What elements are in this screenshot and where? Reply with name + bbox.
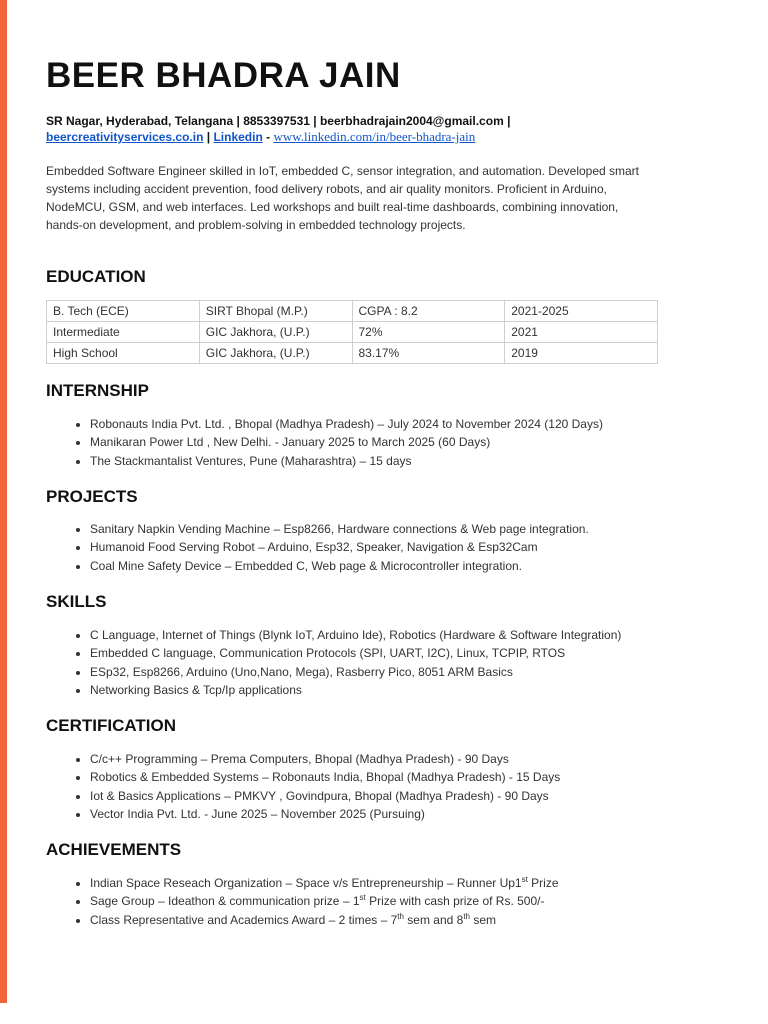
table-cell: 83.17% — [352, 343, 505, 364]
list-item — [90, 874, 690, 892]
website-link[interactable]: beercreativityservices.co.in — [46, 130, 204, 144]
ordinal-suffix: st — [359, 893, 366, 903]
achievements-list — [70, 874, 690, 929]
table-cell: 72% — [352, 322, 505, 343]
list-item: • Robonauts India Pvt. Ltd. , Bhopal (Madhya Pradesh) – July 2024 to November 2024 (120 Days) — [90, 415, 690, 433]
table-cell: GIC Jakhora, (U.P.) — [199, 322, 352, 343]
education-heading: EDUCATION — [46, 267, 146, 286]
list-item: • Embedded C language, Communication Protocols (SPI, UART, I2C), Linux, TCPIP, RTOS — [90, 644, 690, 662]
list-item: • Humanoid Food Serving Robot – Arduino, Esp32, Speaker, Navigation & Esp32Cam — [90, 538, 690, 556]
achievement-tail: Prize — [527, 876, 559, 890]
links-line — [46, 129, 686, 145]
achievement-tail: sem — [470, 912, 497, 927]
list-item: • Sanitary Napkin Vending Machine – Esp8266, Hardware connections & Web page integration. — [90, 520, 690, 538]
candidate-name: BEER BHADRA JAIN — [46, 56, 401, 95]
internship-heading: INTERNSHIP — [46, 381, 149, 400]
list-item: • The Stackmantalist Ventures, Pune (Maharashtra) – 15 days — [90, 452, 690, 470]
table-cell: GIC Jakhora, (U.P.) — [199, 343, 352, 364]
list-item: • C/c++ Programming – Prema Computers, Bhopal (Madhya Pradesh) - 90 Days — [90, 750, 690, 768]
achievement-text: Class Representative and Academics Award – 2 times – 7 — [90, 912, 398, 927]
table-row — [47, 343, 658, 364]
linkedin-url-link[interactable]: www.linkedin.com/in/beer-bhadra-jain — [273, 129, 476, 144]
accent-bar — [0, 0, 7, 1003]
list-item: • Robotics & Embedded Systems – Robonauts India, Bhopal (Madhya Pradesh) - 15 Days — [90, 768, 690, 786]
table-cell: B. Tech (ECE) — [47, 301, 200, 322]
summary-paragraph: Embedded Software Engineer skilled in IoT, embedded C, sensor integration, and automation. Developed smart systems including accident prevention, food delivery robots, and air quality monitors. Proficient in Arduino, NodeMCU, GSM, and web interfaces. Led workshops and built real-time dashboards, combining innovation, hands-on development, and problem-solving in embedded technology projects. — [46, 164, 640, 232]
dash: - — [262, 130, 274, 144]
linkedin-link[interactable]: Linkedin — [213, 130, 263, 144]
table-cell: 2021-2025 — [505, 301, 658, 322]
skills-list — [70, 626, 690, 699]
list-item: • Vector India Pvt. Ltd. - June 2025 – November 2025 (Pursuing) — [90, 805, 690, 823]
ordinal-suffix: th — [463, 911, 470, 921]
skills-heading: SKILLS — [46, 592, 107, 611]
projects-list — [70, 520, 690, 575]
list-item: • C Language, Internet of Things (Blynk IoT, Arduino Ide), Robotics (Hardware & Software Integration) — [90, 626, 690, 644]
achievement-text: Sage Group – Ideathon & communication prize – 1 — [90, 894, 360, 909]
certification-heading: CERTIFICATION — [46, 716, 177, 735]
projects-heading: PROJECTS — [46, 487, 138, 506]
contact-line: SR Nagar, Hyderabad, Telangana | 8853397531 | beerbhadrajain2004@gmail.com | — [46, 114, 511, 128]
list-item: • Manikaran Power Ltd , New Delhi. - January 2025 to March 2025 (60 Days) — [90, 433, 690, 451]
list-item: • Coal Mine Safety Device – Embedded C, Web page & Microcontroller integration. — [90, 557, 690, 575]
achievement-text: Indian Space Reseach Organization – Space v/s Entrepreneurship – Runner Up1 — [90, 876, 522, 890]
contact-block — [46, 113, 686, 145]
certification-list — [70, 750, 690, 823]
table-row — [47, 301, 658, 322]
achievement-mid: sem and 8 — [403, 912, 464, 927]
internship-list — [70, 415, 690, 470]
achievements-heading: ACHIEVEMENTS — [46, 840, 182, 859]
ordinal-suffix: st — [521, 875, 528, 884]
education-table — [46, 300, 658, 364]
ordinal-suffix: th — [397, 911, 404, 921]
table-cell: SIRT Bhopal (M.P.) — [199, 301, 352, 322]
table-cell: CGPA : 8.2 — [352, 301, 505, 322]
table-cell: 2021 — [505, 322, 658, 343]
achievement-tail: Prize with cash prize of Rs. 500/- — [365, 894, 545, 909]
list-item: • Iot & Basics Applications – PMKVY , Govindpura, Bhopal (Madhya Pradesh) - 90 Days — [90, 787, 690, 805]
list-item — [90, 911, 690, 929]
list-item: • Networking Basics & Tcp/Ip applications — [90, 681, 690, 699]
table-cell: Intermediate — [47, 322, 200, 343]
table-row — [47, 322, 658, 343]
list-item: • ESp32, Esp8266, Arduino (Uno,Nano, Mega), Rasberry Pico, 8051 ARM Basics — [90, 663, 690, 681]
table-cell: High School — [47, 343, 200, 364]
table-cell: 2019 — [505, 343, 658, 364]
list-item — [90, 892, 690, 910]
separator: | — [203, 130, 214, 144]
